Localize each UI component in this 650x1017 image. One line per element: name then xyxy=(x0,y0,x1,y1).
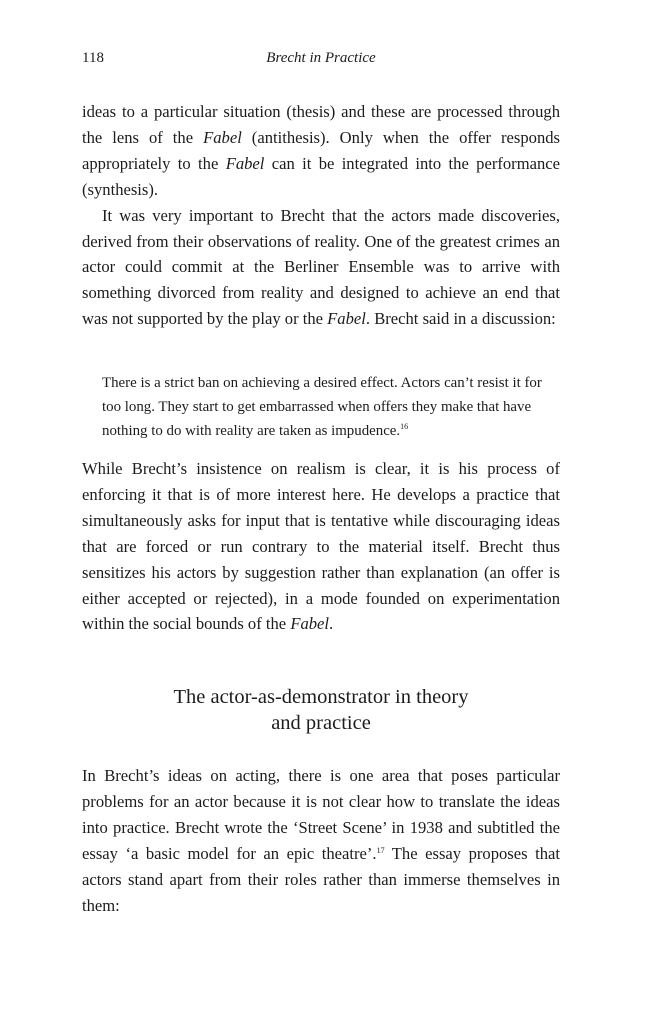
text-run: While Brecht’s insistence on realism is clear, it is his process of enforcing it that is of more interest here. He develops a practice that simultaneously asks for input that is tentative while discouraging ideas that are forced or run contrary to the material itself. Brecht thus sensitizes his actors by suggestion rather than explanation (an offer is either accepted or rejected), in a mode founded on experimentation within the social bounds of the xyxy=(82,459,560,634)
paragraph-discoveries xyxy=(82,203,560,333)
section-heading-line2: and practice xyxy=(271,712,371,734)
quote-text xyxy=(102,371,542,443)
body-text-bottom xyxy=(82,763,560,918)
section-heading xyxy=(82,684,560,736)
footnote-ref-17: 17 xyxy=(376,845,385,855)
paragraph-realism xyxy=(82,456,560,637)
italic-term: Fabel xyxy=(203,127,242,147)
text-run: . Brecht said in a discussion: xyxy=(365,309,556,329)
running-title: Brecht in Practice xyxy=(266,50,376,66)
section-heading-line1: The actor-as-demonstrator in theory xyxy=(173,686,469,708)
text-run: The essay proposes that actors stand apart from their roles rather than immerse themselves in them: xyxy=(82,843,560,915)
page-number: 118 xyxy=(82,50,104,66)
text-run: (antithesis). Only when the offer responds appropriately to the xyxy=(82,127,561,173)
text-run: ideas to a particular situation (thesis) and these are processed through the lens of the xyxy=(82,102,560,147)
text-run: can it be integrated into the performance (synthesis). xyxy=(82,153,560,199)
paragraph-fabel-synthesis xyxy=(82,99,560,203)
block-quote xyxy=(102,371,542,443)
paragraph-street-scene xyxy=(82,763,560,918)
text-run: It was very important to Brecht that the actors made discoveries, derived from their observations of reality. One of the greatest crimes an actor could commit at the Berliner Ensemble was to arrive with something divorced from reality and designed to achieve an end that was not supported by the play or the xyxy=(82,205,560,329)
body-text-top xyxy=(82,99,560,332)
italic-term: Fabel xyxy=(225,153,265,173)
italic-term: Fabel xyxy=(290,614,330,634)
running-head xyxy=(82,50,560,74)
body-text-middle xyxy=(82,456,560,637)
text-run: There is a strict ban on achieving a desired effect. Actors can’t resist it for too long. They start to get embarrassed when offers they make that have nothing to do with reality are taken as impudence. xyxy=(102,375,542,439)
footnote-ref-16: 16 xyxy=(400,422,409,431)
italic-term: Fabel xyxy=(327,309,366,329)
text-run: . xyxy=(329,614,334,634)
text-run: In Brecht’s ideas on acting, there is one area that poses particular problems for an actor because it is not clear how to translate the ideas into practice. Brecht wrote the ‘Street Scene’ in 1938 and subtitled the essay ‘a basic model for an epic theatre’. xyxy=(82,766,560,863)
